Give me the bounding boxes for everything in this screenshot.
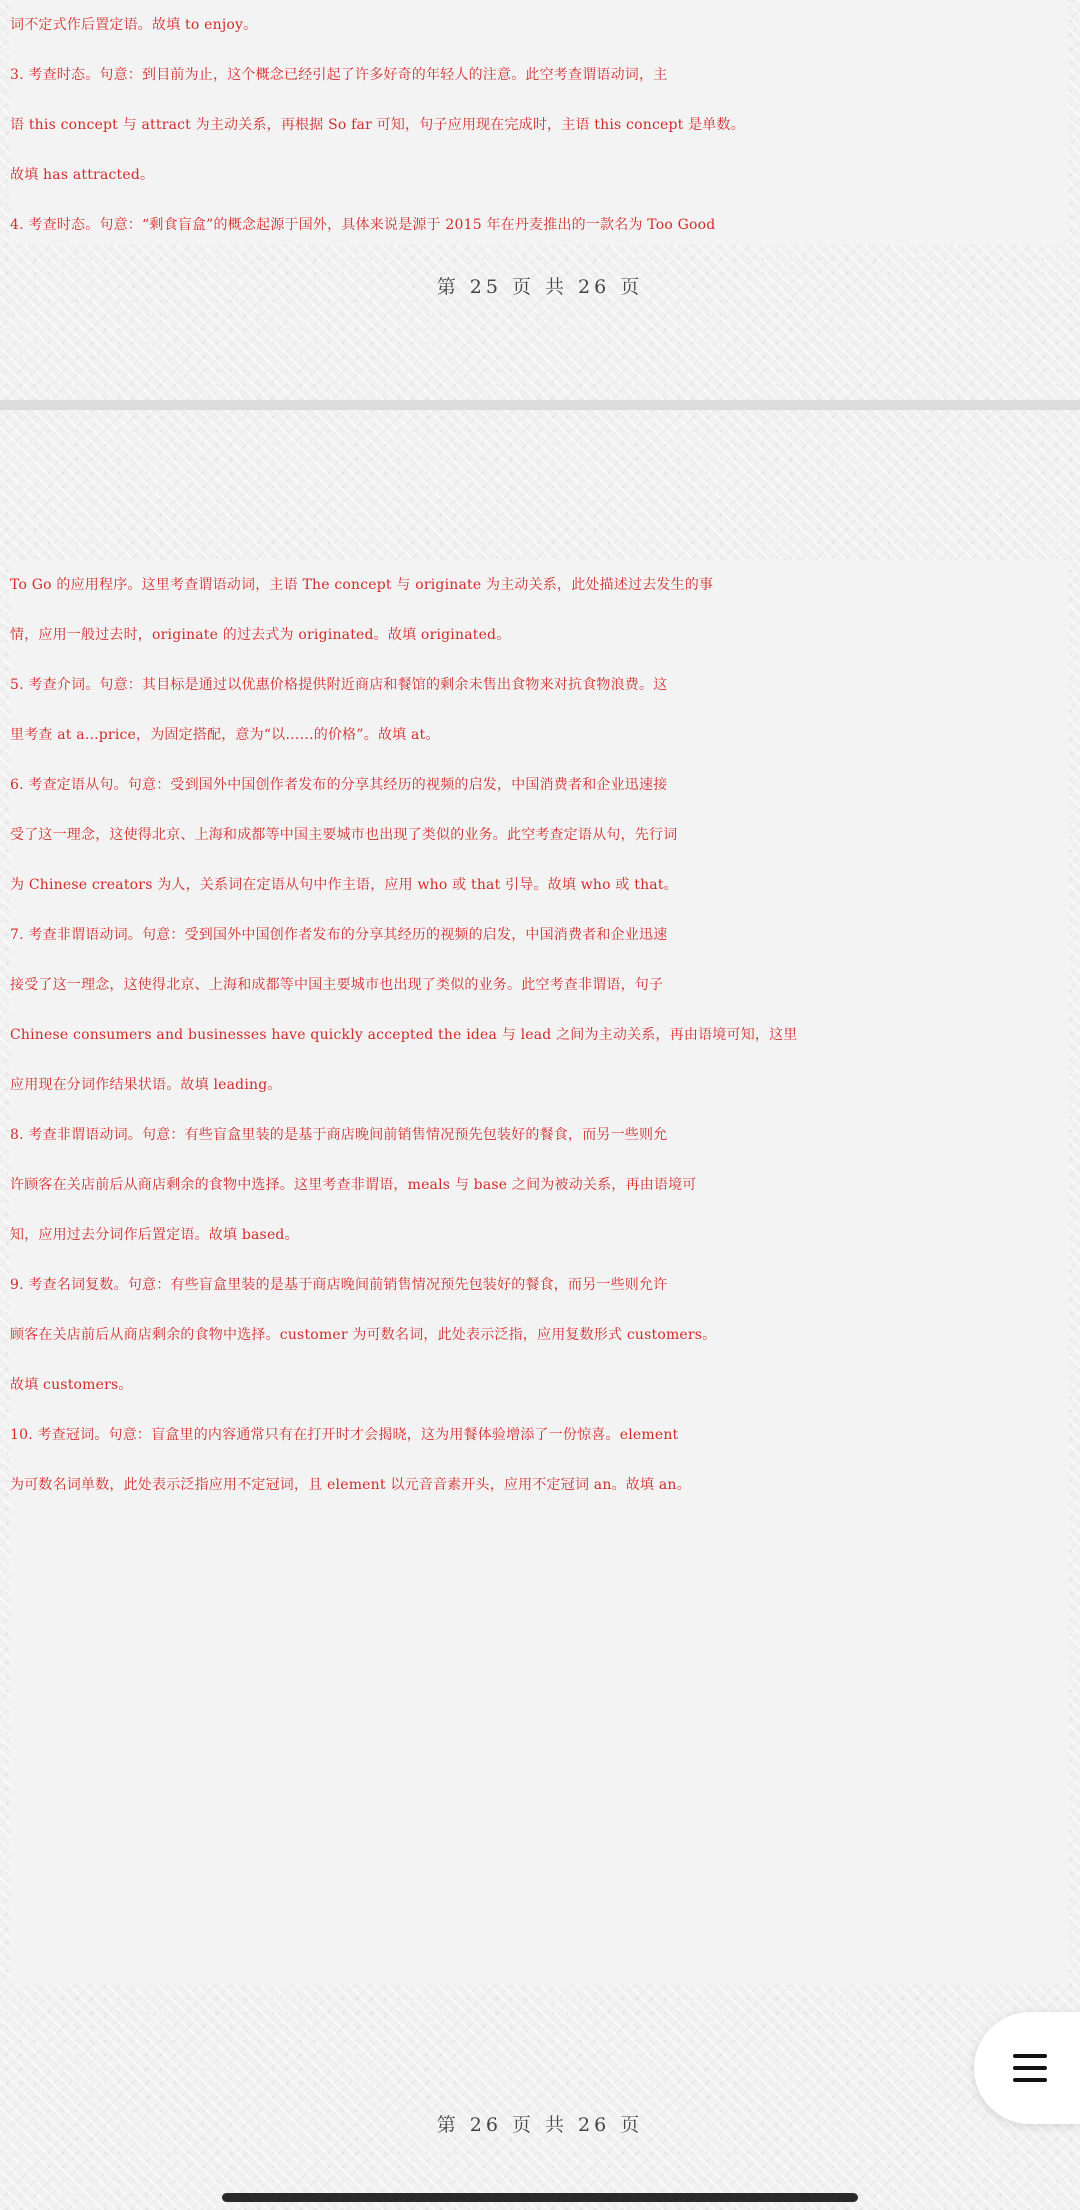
text-line: 3. 考查时态。句意：到目前为止，这个概念已经引起了许多好奇的年轻人的注意。此空考查谓语动词，主: [10, 67, 668, 83]
page-number: 第 25 页 共 26 页: [436, 276, 644, 298]
text-line: 语 this concept 与 attract 为主动关系，再根据 So far 可知，句子应用现在完成时，主语 this concept 是单数。: [10, 117, 745, 133]
text-line: 为 Chinese creators 为人，关系词在定语从句中作主语，应用 who 或 that 引导。故填 who 或 that。: [10, 877, 678, 893]
text-line: 顾客在关店前后从商店剩余的食物中选择。customer 为可数名词，此处表示泛指，应用复数形式 customers。: [10, 1327, 717, 1343]
text-line: 为可数名词单数，此处表示泛指应用不定冠词，且 element 以元音音素开头，应用不定冠词 an。故填 an。: [10, 1477, 691, 1493]
text-line: 8. 考查非谓语动词。句意：有些盲盒里装的是基于商店晚间前销售情况预先包装好的餐食，而另一些则允: [10, 1127, 668, 1143]
text-line: 应用现在分词作结果状语。故填 leading。: [10, 1077, 282, 1093]
text-line: 10. 考查冠词。句意：盲盒里的内容通常只有在打开时才会揭晓，这为用餐体验增添了一份惊喜。element: [10, 1427, 679, 1443]
home-indicator[interactable]: [222, 2193, 858, 2202]
document-page-25: [0, 0, 1080, 400]
text-line: 7. 考查非谓语动词。句意：受到国外中国创作者发布的分享其经历的视频的启发，中国消费者和企业迅速: [10, 927, 668, 943]
text-line: 知，应用过去分词作后置定语。故填 based。: [10, 1227, 299, 1243]
document-page-26: [0, 410, 1080, 2210]
text-line: Chinese consumers and businesses have quickly accepted the idea 与 lead 之间为主动关系，再由语境可知，这里: [10, 1027, 798, 1043]
page-divider: [0, 400, 1080, 410]
text-line: 4. 考查时态。句意：“剩食盲盒”的概念起源于国外，具体来说是源于 2015 年在丹麦推出的一款名为 Too Good: [10, 217, 716, 233]
answer-text-block: [10, 0, 1068, 245]
text-line: 接受了这一理念，这使得北京、上海和成都等中国主要城市也出现了类似的业务。此空考查非谓语，句子: [10, 977, 664, 993]
answer-text-block: [10, 560, 1068, 1985]
text-line: 情，应用一般过去时，originate 的过去式为 originated。故填 originated。: [10, 627, 511, 643]
text-line: 5. 考查介词。句意：其目标是通过以优惠价格提供附近商店和餐馆的剩余未售出食物来对抗食物浪费。这: [10, 677, 668, 693]
text-line: To Go 的应用程序。这里考查谓语动词，主语 The concept 与 originate 为主动关系，此处描述过去发生的事: [10, 577, 714, 593]
text-line: 受了这一理念，这使得北京、上海和成都等中国主要城市也出现了类似的业务。此空考查定语从句，先行词: [10, 827, 678, 843]
menu-button[interactable]: [974, 2012, 1080, 2124]
text-line: 6. 考查定语从句。句意：受到国外中国创作者发布的分享其经历的视频的启发，中国消费者和企业迅速接: [10, 777, 668, 793]
text-line: 9. 考查名词复数。句意：有些盲盒里装的是基于商店晚间前销售情况预先包装好的餐食，而另一些则允许: [10, 1277, 668, 1293]
text-line: 故填 customers。: [10, 1377, 133, 1393]
text-line: 里考查 at a...price，为固定搭配，意为“以……的价格”。故填 at。: [10, 727, 440, 743]
page-number: 第 26 页 共 26 页: [436, 2114, 644, 2136]
text-line: 词不定式作后置定语。故填 to enjoy。: [10, 17, 258, 33]
text-line: 许顾客在关店前后从商店剩余的食物中选择。这里考查非谓语，meals 与 base 之间为被动关系，再由语境可: [10, 1177, 697, 1193]
text-line: 故填 has attracted。: [10, 167, 155, 183]
